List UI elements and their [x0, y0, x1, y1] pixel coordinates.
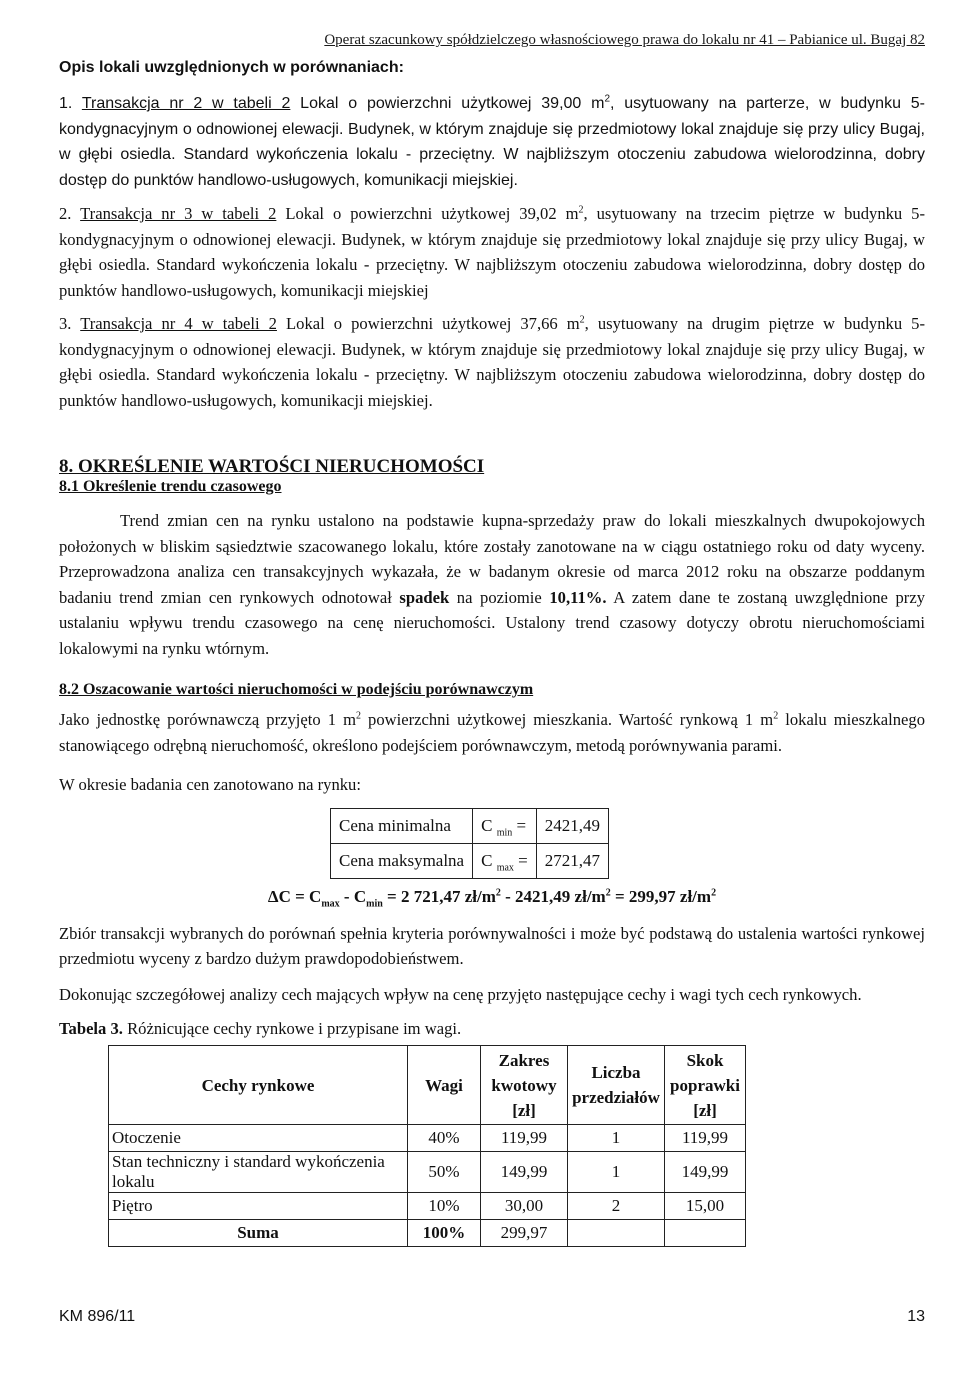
cmin-symbol: C $_{min}$ = [473, 808, 537, 843]
cmin-label: Cena minimalna [331, 808, 473, 843]
header-range: Zakres kwotowy [zł] [481, 1046, 568, 1125]
comparability-paragraph: Zbiór transakcji wybranych do porównań spełnia kryteria porównywalności i może być podstawą do ustalenia wartości rynkowej przedmiotu wyceny z bardzo dużym prawdopodobieństwem. [59, 923, 925, 968]
footer-ref: KM 896/11 [59, 1308, 136, 1325]
transaction-link-3[interactable]: Transakcja nr 4 w tabeli 2 [80, 314, 277, 333]
running-header: Operat szacunkowy spółdzielczego własnościowego prawa do lokalu nr 41 – Pabianice ul. Bugaj 82 [324, 32, 925, 48]
header-intervals: Liczba przedziałów [568, 1046, 665, 1125]
table-row: Piętro 10% 30,00 2 15,00 [109, 1193, 746, 1220]
section-8-1-title: 8.1 Określenie trendu czasowego [59, 478, 282, 495]
header-step: Skok poprawki [zł] [665, 1046, 746, 1125]
table-row: Stan techniczny i standard wykończenia lokalu 50% 149,99 1 149,99 [109, 1152, 746, 1193]
table-header-row [109, 1046, 746, 1125]
market-features-table [108, 1045, 746, 1247]
header-features: Cechy rynkowe [109, 1046, 408, 1125]
cmin-value: 2421,49 [536, 808, 608, 843]
section-8-title: 8. OKREŚLENIE WARTOŚCI NIERUCHOMOŚCI [59, 456, 485, 477]
cmax-value: 2721,47 [536, 843, 608, 878]
transaction-link-2[interactable]: Transakcja nr 3 w tabeli 2 [80, 204, 277, 223]
cmax-symbol: C $_{max}$ = [473, 843, 537, 878]
comparable-item-3: 3. Transakcja nr 4 w tabeli 2 Lokal o powierzchni użytkowej 37,66 $m^2$, usytuowany na drugim piętrze w budynku 5-kondygnacyjnym o odnowionej elewacji. Budynek, w którym znajduje się przedmiotowy lokal znajduje się przy ulicy Bugaj, w głębi osiedla. Standard wykończenia lokalu - przeciętny. W najbliższym otoczeniu zabudowa wielorodzinna, dobry dostęp do punktów handlowo-usługowych, komunikacji miejskiej. [59, 314, 925, 410]
transaction-link-1[interactable]: Transakcja nr 2 w tabeli 2 [81, 95, 291, 112]
table-sum-row: Suma 100% 299,97 [109, 1220, 746, 1247]
table-caption: Tabela 3. Różnicujące cechy rynkowe i przypisane im wagi. [59, 1019, 462, 1038]
market-period-text: W okresie badania cen zanotowano na rynku: [59, 775, 361, 794]
cmax-label: Cena maksymalna [331, 843, 473, 878]
section-8-2-title: 8.2 Oszacowanie wartości nieruchomości w podejściu porównawczym [59, 681, 534, 698]
table-row [331, 808, 609, 843]
header-weights: Wagi [408, 1046, 481, 1125]
table-row: Otoczenie 40% 119,99 1 119,99 [109, 1125, 746, 1152]
unit-paragraph: Jako jednostkę porównawczą przyjęto 1 $m^2$ powierzchni użytkowej mieszkania. Wartość rynkową 1 $m^2$ lokalu mieszkalnego stanowiącego odrębną nieruchomość, określono podejściem porównawczym, metodą porównywania parami. [59, 710, 925, 755]
features-paragraph: Dokonując szczegółowej analizy cech mających wpływ na cenę przyjęto następujące cechy i wagi tych cech rynkowych. [59, 984, 862, 1004]
comparable-item-2: 2. Transakcja nr 3 w tabeli 2 Lokal o powierzchni użytkowej 39,02 $m^2$, usytuowany na trzecim piętrze w budynku 5-kondygnacyjnym o odnowionej elewacji. Budynek, w którym znajduje się przedmiotowy lokal znajduje się przy ulicy Bugaj, w głębi osiedla. Standard wykończenia lokalu - przeciętny. W najbliższym otoczeniu zabudowa wielorodzinna, dobry dostęp do punktów handlowo-usługowych, komunikacji miejskiej [59, 204, 925, 300]
page-number: 13 [907, 1308, 925, 1325]
document-page [59, 32, 925, 1247]
trend-paragraph: Trend zmian cen na rynku ustalono na podstawie kupna-sprzedaży praw do lokali mieszkalnych dwupokojowych położonych w bliskim sąsiedztwie szacowanego lokalu, które zostały zanotowane na w ciągu ostatniego roku od daty wyceny. Przeprowadzona analiza cen transakcyjnych wykazała, że w badanym okresie od marca 2012 roku na obszarze poddanym badaniu trend zmian cen rynkowych odnotował spadek na poziomie 10,11%. A zatem dane te zostaną uwzględnione przy ustalaniu wpływu trendu czasowego na cenę nieruchomości. Ustalony trend czasowy dotyczy obrotu nieruchomościami lokalowymi na rynku wtórnym. [59, 511, 925, 658]
delta-formula: $\Delta C = C_{max} - C_{min} = 2$ 721,47 $zł/m^2 - 2421,49$ $zł/m^2 = 299,97$ $zł/m^2$ [267, 886, 717, 909]
comparable-item-1: 1. Transakcja nr 2 w tabeli 2 Lokal o powierzchni użytkowej 39,00 $m^2$, usytuowany na parterze, w budynku 5-kondygnacyjnym o odnowionej elewacji. Budynek, w którym znajduje się przedmiotowy lokal znajduje się przy ulicy Bugaj, w głębi osiedla. Standard wykończenia lokalu - przeciętny. W najbliższym otoczeniu zabudowa wielorodzinna, dobry dostęp do punktów handlowo-usługowych, komunikacji miejskiej. [59, 93, 925, 189]
price-range-table [330, 808, 609, 879]
table-row [331, 843, 609, 878]
comparables-title: Opis lokali uwzględnionych w porównaniach: [59, 59, 404, 76]
